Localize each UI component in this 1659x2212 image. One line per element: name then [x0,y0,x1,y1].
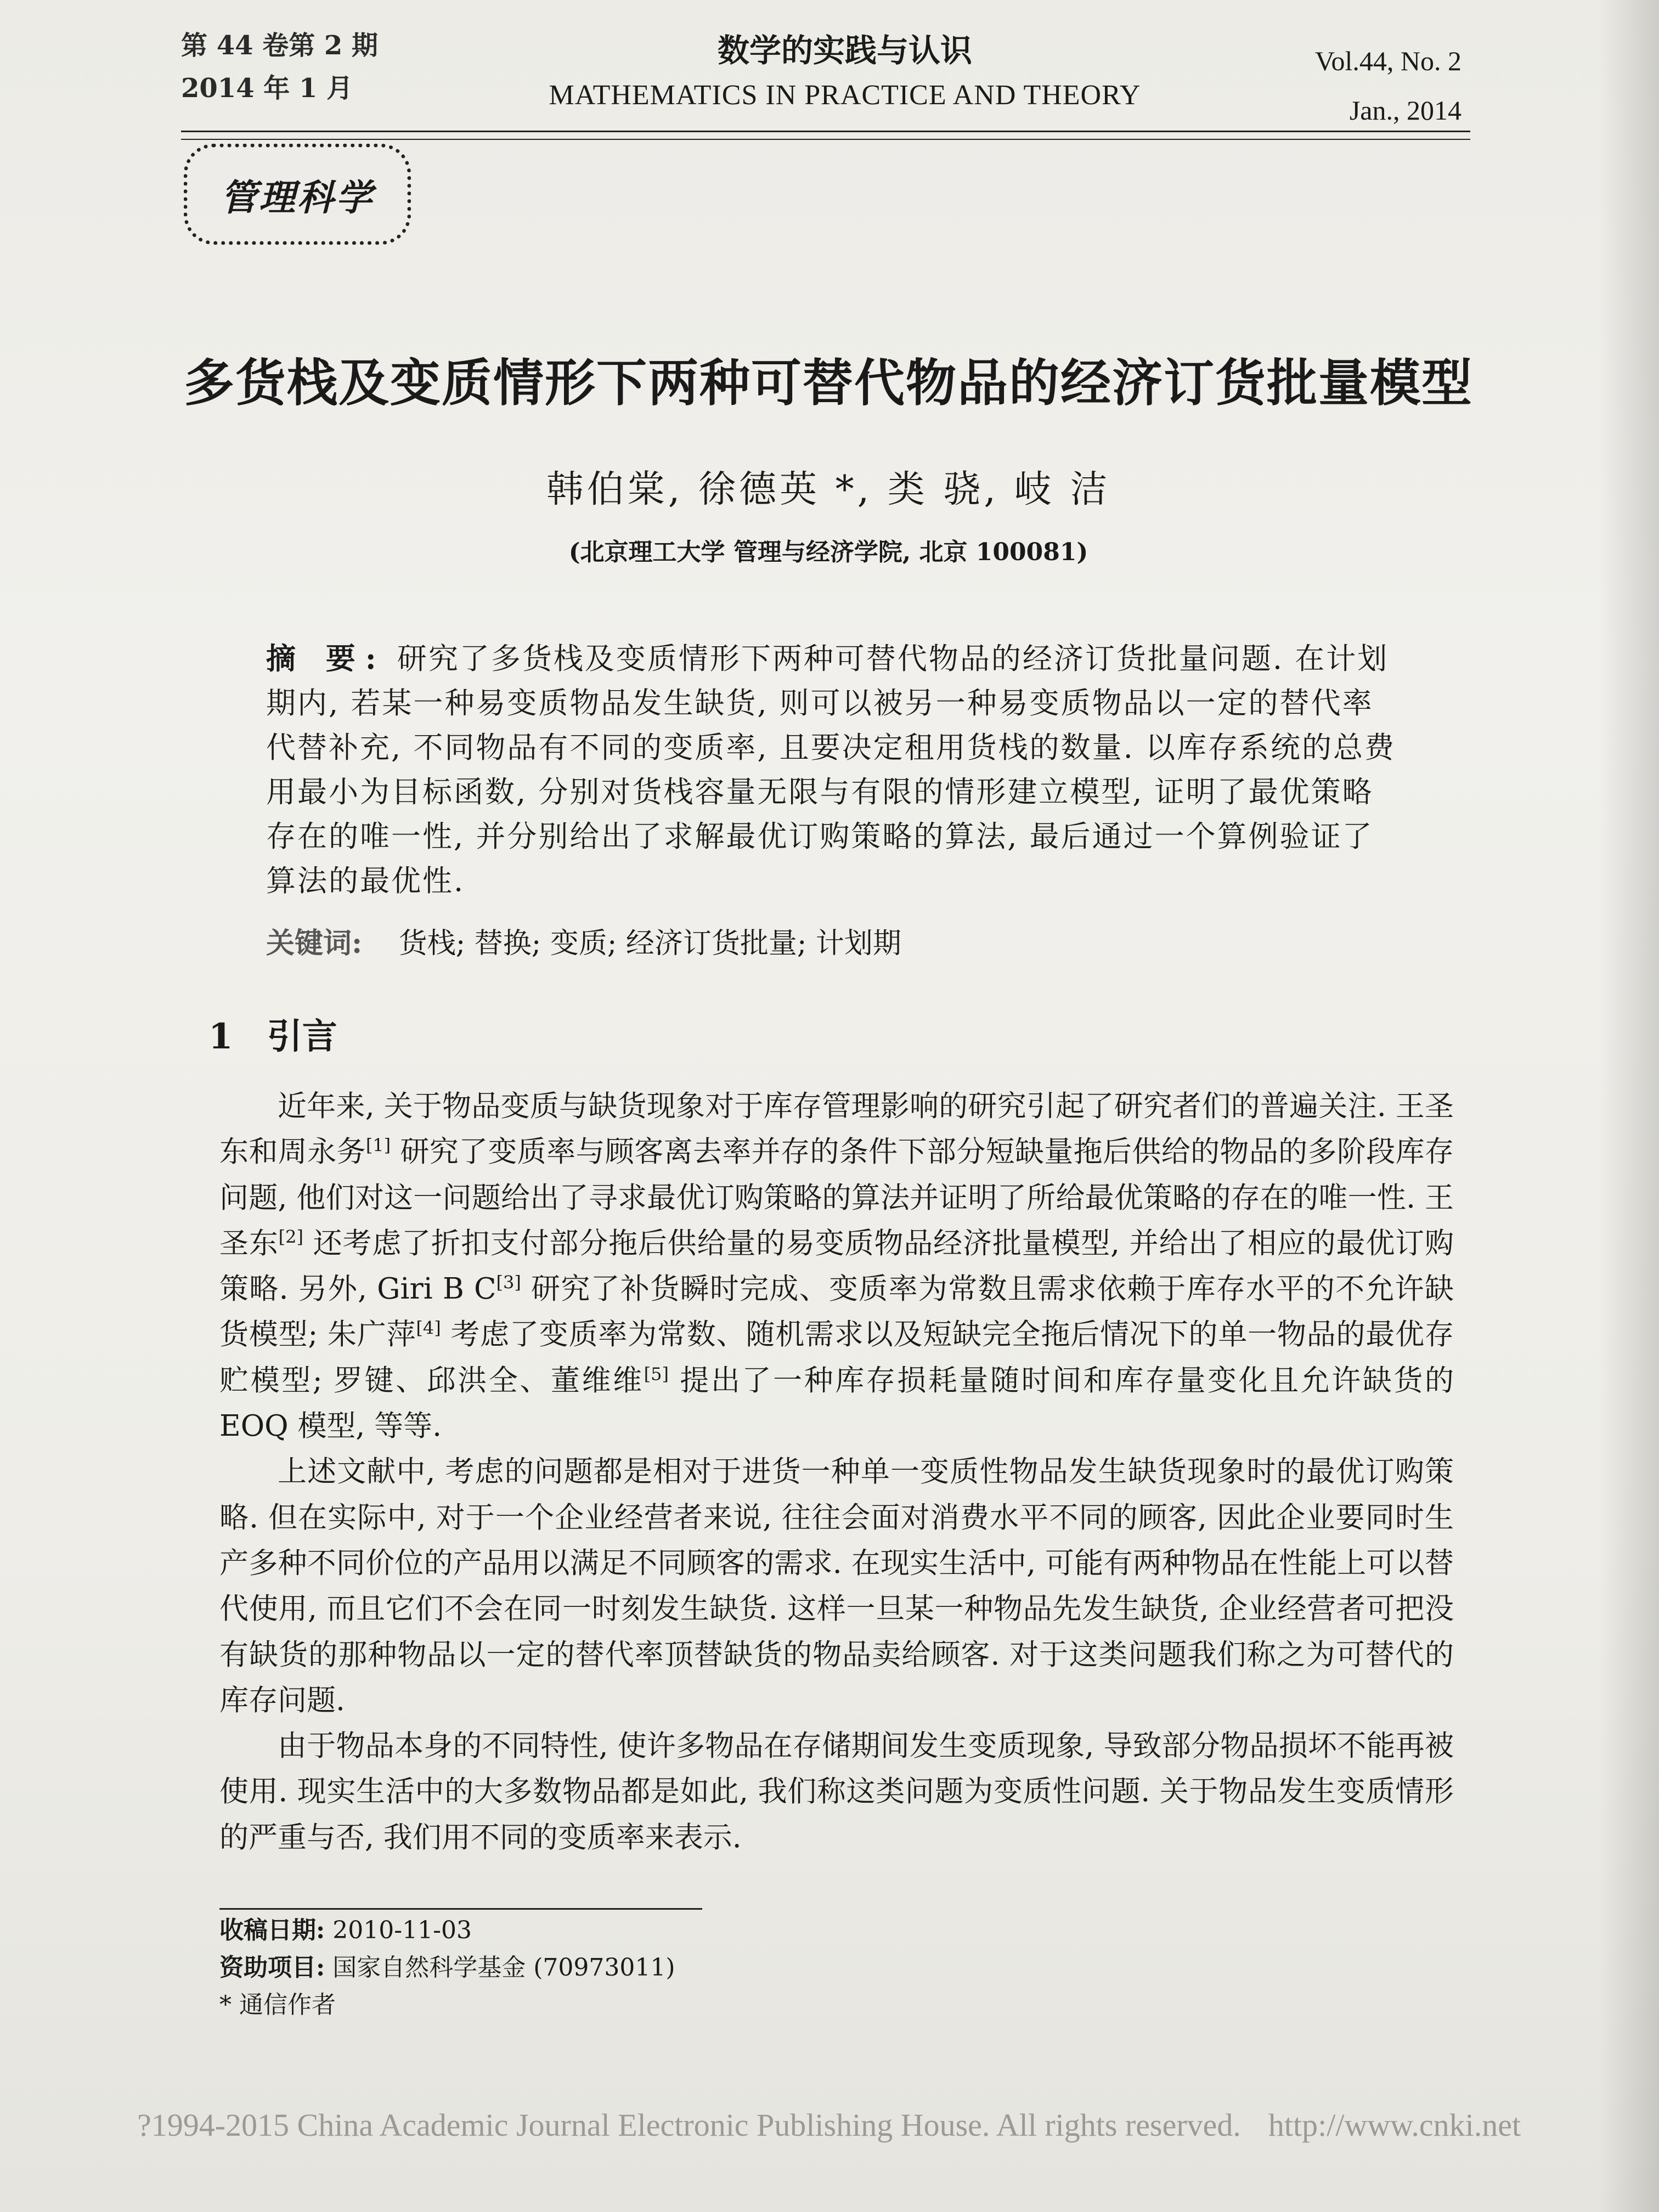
keywords-label: 关键词: [266,927,363,960]
received-date: 2010-11-03 [332,1916,472,1944]
paragraph-3: 由于物品本身的不同特性, 使许多物品在存储期间发生变质现象, 导致部分物品损坏不能再被使用. 现实生活中的大多数物品都是如此, 我们称这类问题为变质性问题. 关于物品发生变质情形的严重与否, 我们用不同的变质率来表示. [219,1729,1454,1854]
p1-text-1: 近年来, 关于物品变质与缺货现象对于库存管理影响的研究引起了研究者们的普遍关注. 王圣东和周永务 [219,1090,1454,1169]
footnote-fund [219,1949,675,1987]
fund-text: 国家自然科学基金 (70973011) [332,1954,675,1982]
citation-5[interactable]: [5] [644,1363,669,1385]
abstract-text: 研究了多货栈及变质情形下两种可替代物品的经济订货批量问题. 在计划期内, 若某一种易变质物品发生缺货, 则可以被另一种易变质物品以一定的替代率代替补充, 不同物品有不同的变质率, 且要决定租用货栈的数量. 以库存系统的总费用最小为目标函数, 分别对货栈容量无限与有限的情形建立模型, 证明了最优策略存在的唯一性, 并分别给出了求解最优订购策略的算法, 最后通过一个算例验证了算法的最优性. [266,641,1396,898]
footnotes [219,1912,675,2024]
journal-name-en: MATHEMATICS IN PRACTICE AND THEORY [549,80,1141,111]
section-number: 1 [208,1016,233,1057]
section-heading [208,1012,337,1062]
volume-en: Vol.44, No. 2 [1314,46,1462,76]
keywords [266,922,1402,966]
received-label: 收稿日期: [219,1916,325,1944]
header-rule [181,131,1470,140]
keywords-text: 货栈; 替换; 变质; 经济订货批量; 计划期 [398,927,901,960]
p1-text-6: 提出了一种库存损耗量随时间和库存量变化且允许缺货的 EOQ 模型, 等等. [219,1363,1454,1443]
p1-text-4: 研究了补货瞬时完成、变质率为常数且需求依赖于库存水平的不允许缺货模型; 朱广萍 [219,1272,1454,1352]
cnki-url[interactable]: http://www.cnki.net [1268,2107,1521,2143]
citation-2[interactable]: [2] [278,1226,303,1248]
fund-label: 资助项目: [219,1954,325,1982]
paper-title: 多货栈及变质情形下两种可替代物品的经济订货批量模型 [183,353,1473,413]
p1-text-3: 还考虑了折扣支付部分拖后供给量的易变质物品经济批量模型, 并给出了相应的最优订购策略. 另外, Giri B C [219,1226,1454,1306]
paragraph-2: 上述文献中, 考虑的问题都是相对于进货一种单一变质性物品发生缺货现象时的最优订购策略. 但在实际中, 对于一个企业经营者来说, 往往会面对消费水平不同的顾客, 因此企业要同时生产多种不同价位的产品用以满足不同顾客的需求. 在现实生活中, 可能有两种物品在性能上可以替代使用, 而且它们不会在同一时刻发生缺货. 这样一旦某一种物品先发生缺货, 企业经营者可把没有缺货的那种物品以一定的替代率顶替缺货的物品卖给顾客. 对于这类问题我们称之为可替代的库存问题. [219,1455,1454,1717]
paragraph-1 [219,1084,1454,1449]
footnote-rule [219,1908,702,1910]
header-center [494,27,1196,117]
date-cn: 2014 年 1 月 [181,73,353,104]
p1-text-2: 研究了变质率与顾客离去率并存的条件下部分短缺量拖后供给的物品的多阶段库存问题, 他们对这一问题给出了寻求最优订购策略的算法并证明了所给最优策略的存在的唯一性. 王圣东 [219,1135,1454,1260]
footnote-received [219,1912,675,1949]
volume-cn: 第 44 卷第 2 期 [181,30,379,61]
header-right [1315,36,1462,135]
body-text [219,1084,1454,1860]
p1-text-5: 考虑了变质率为常数、随机需求以及短缺完全拖后情况下的单一物品的最优存贮模型; 罗键、邱洪全、董维维 [219,1318,1454,1397]
affiliation: (北京理工大学 管理与经济学院, 北京 100081) [568,538,1088,566]
citation-3[interactable]: [3] [496,1272,521,1293]
citation-4[interactable]: [4] [416,1317,441,1339]
section-badge: 管理科学 [184,144,411,245]
abstract [266,636,1402,903]
page-edge-shadow [1599,0,1659,2212]
copyright-watermark [137,2107,1536,2143]
header-left [181,24,378,110]
footnote-corresponding: * 通信作者 [219,1991,336,2019]
journal-name-cn: 数学的实践与认识 [717,32,972,69]
date-en: Jan., 2014 [1349,95,1462,126]
citation-1[interactable]: [1] [365,1135,391,1156]
abstract-label: 摘 要: [266,641,386,676]
section-title: 引言 [267,1016,337,1057]
authors: 韩伯棠, 徐德英 *, 类 骁, 岐 洁 [546,468,1111,511]
copyright-text: ?1994-2015 China Academic Journal Electronic Publishing House. All rights reserved. [137,2107,1241,2143]
